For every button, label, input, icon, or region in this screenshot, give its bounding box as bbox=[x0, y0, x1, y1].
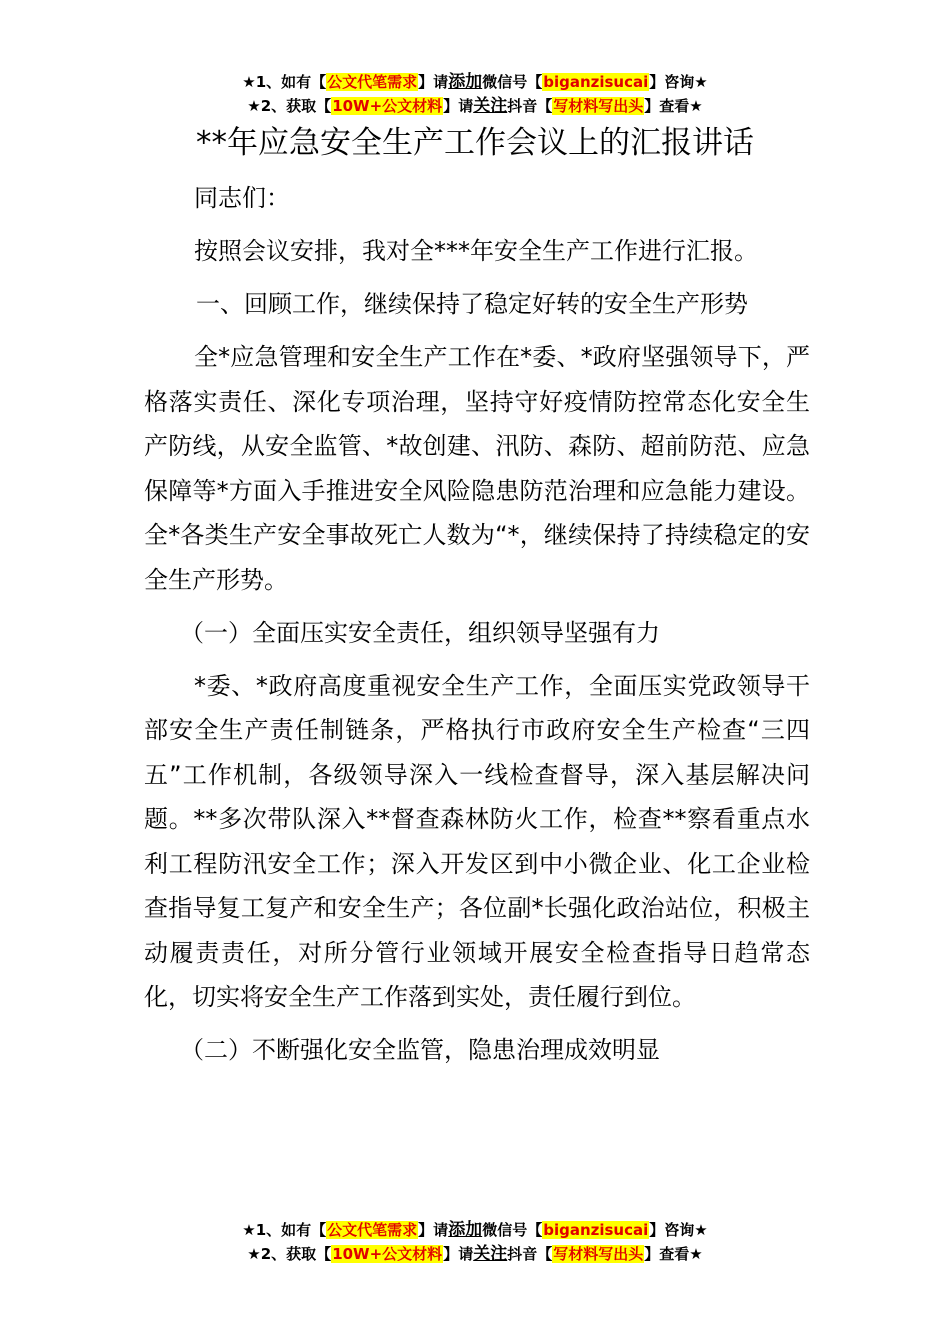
banner-line-1 bbox=[0, 70, 950, 94]
banner-highlight: 10W+公文材料 bbox=[332, 1245, 443, 1263]
banner-text: ★1、如有【 bbox=[242, 1221, 327, 1239]
banner-highlight: 公文代笔需求 bbox=[327, 1221, 418, 1239]
banner-underlined: 关注 bbox=[473, 96, 508, 116]
banner-text: 抖音【 bbox=[507, 97, 553, 115]
body-paragraph: *委、*政府高度重视安全生产工作，全面压实党政领导干部安全生产责任制链条，严格执行市政府安全生产检查“三四五”工作机制，各级领导深入一线检查督导，深入基层解决问题。**多次带队深入**督查森林防火工作，检查**察看重点水利工程防汛安全工作；深入开发区到中小微企业、化工企业检查指导复工复产和安全生产；各位副*长强化政治站位，积极主动履责责任，对所分管行业领域开展安全检查指导日趋常态化，切实将安全生产工作落到实处，责任履行到位。 bbox=[144, 671, 810, 1011]
banner-highlight-wechat: biganzisucai bbox=[543, 73, 649, 91]
banner-underlined: 关注 bbox=[473, 1244, 508, 1264]
body-paragraph: 全*应急管理和安全生产工作在*委、*政府坚强领导下，严格落实责任、深化专项治理，坚持守好疫情防控常态化安全生产防线，从安全监管、*故创建、汛防、森防、超前防范、应急保障等*方面入手推进安全风险隐患防范治理和应急能力建设。全*各类生产安全事故死亡人数为“*，继续保持了持续稳定的安全生产形势。 bbox=[144, 343, 810, 594]
banner-line-1 bbox=[0, 1218, 950, 1242]
banner-text: ★2、获取【 bbox=[247, 1245, 332, 1263]
banner-text: ★2、获取【 bbox=[247, 97, 332, 115]
banner-text: 】请 bbox=[443, 1245, 474, 1263]
section-heading-1: 一、回顾工作，继续保持了稳定好转的安全生产形势 bbox=[196, 290, 748, 318]
subsection-heading-2: （二）不断强化安全监管，隐患治理成效明显 bbox=[180, 1036, 660, 1064]
banner-text: 】咨询★ bbox=[649, 73, 708, 91]
document-body bbox=[144, 176, 810, 1081]
banner-highlight-douyin: 写材料写出头 bbox=[553, 1245, 644, 1263]
banner-text: 微信号【 bbox=[482, 1221, 543, 1239]
banner-text: 】查看★ bbox=[644, 97, 703, 115]
header-banner bbox=[0, 70, 950, 118]
banner-underlined: 添加 bbox=[448, 72, 483, 92]
banner-text: 微信号【 bbox=[482, 73, 543, 91]
banner-text: ★1、如有【 bbox=[242, 73, 327, 91]
salutation: 同志们： bbox=[194, 184, 290, 212]
banner-text: 】咨询★ bbox=[649, 1221, 708, 1239]
banner-text: 】请 bbox=[418, 73, 449, 91]
banner-underlined: 添加 bbox=[448, 1220, 483, 1240]
banner-line-2 bbox=[0, 1242, 950, 1266]
footer-banner bbox=[0, 1218, 950, 1266]
banner-text: 抖音【 bbox=[507, 1245, 553, 1263]
banner-highlight-douyin: 写材料写出头 bbox=[553, 97, 644, 115]
document-title: **年应急安全生产工作会议上的汇报讲话 bbox=[196, 125, 754, 161]
intro-paragraph: 按照会议安排，我对全***年安全生产工作进行汇报。 bbox=[194, 237, 758, 265]
subsection-heading-1: （一）全面压实安全责任，组织领导坚强有力 bbox=[180, 618, 660, 647]
banner-text: 】查看★ bbox=[644, 1245, 703, 1263]
banner-text: 】请 bbox=[418, 1221, 449, 1239]
banner-highlight-wechat: biganzisucai bbox=[543, 1221, 649, 1239]
banner-line-2 bbox=[0, 94, 950, 118]
banner-highlight: 公文代笔需求 bbox=[327, 73, 418, 91]
banner-text: 】请 bbox=[443, 97, 474, 115]
banner-highlight: 10W+公文材料 bbox=[332, 97, 443, 115]
